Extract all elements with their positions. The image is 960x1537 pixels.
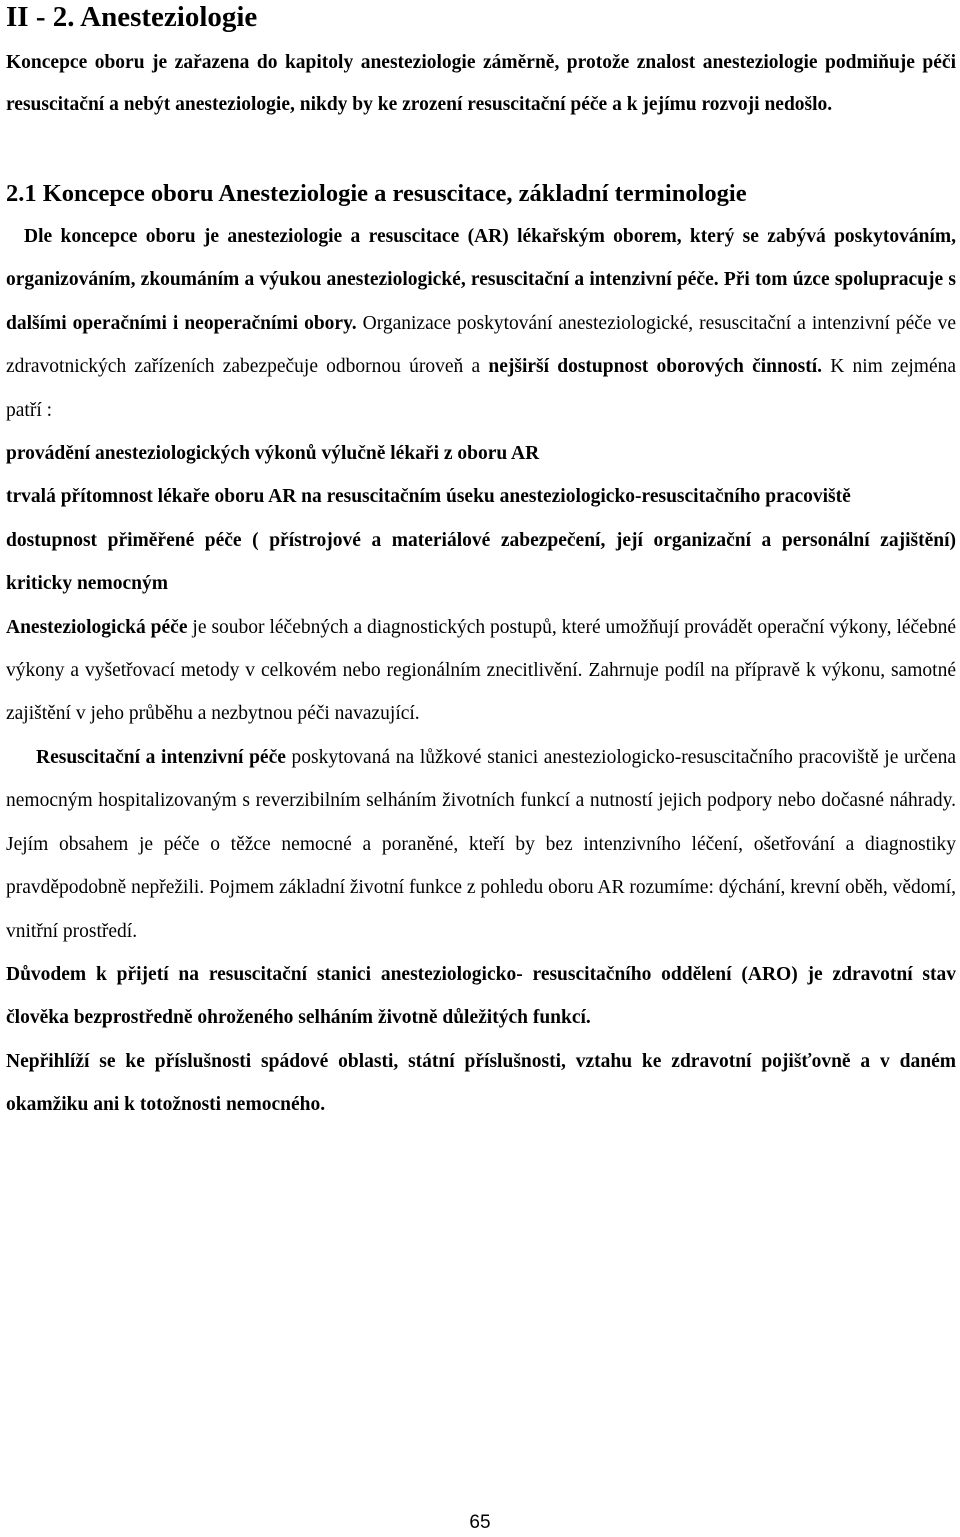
section-title: 2.1 Koncepce oboru Anesteziologie a resuscitace, základní terminologie bbox=[6, 180, 747, 207]
resuscitation-care-text: poskytovaná na lůžkové stanici anesteziologicko-resuscitačního pracoviště je určena nemocným hospitalizovaným s reverzibilním selháním životních funkcí a nutností jejich podpory nebo dočasné náhrady. Jejím obsahem je péče o těžce nemocné a poraněné, kteří by bez intenzivního léčení, ošetřování a diagnostiky pravděpodobně nepřežili. Pojmem základní životní funkce z pohledu oboru AR rozumíme: dýchání, krevní oběh, vědomí, vnitřní prostředí. bbox=[6, 746, 956, 942]
document-page bbox=[6, 0, 956, 1127]
concept-definition: Dle koncepce oboru je anesteziologie a resuscitace (AR) lékařským oborem, který se zabývá poskytováním, organizováním, zkoumáním a výukou anesteziologické, resuscitační a intenzivní péče. Při tom úzce spolupracuje s dalšími operačními i neoperačními obory. bbox=[6, 226, 956, 334]
admission-criteria-paragraph: Nepřihlíží se ke příslušnosti spádové oblasti, státní příslušnosti, vztahu ke zdravotní pojišťovně a v daném okamžiku ani k totožnosti nemocného. bbox=[6, 1050, 956, 1116]
concept-availability: nejširší dostupnost oborových činností. bbox=[488, 356, 822, 378]
list-item: trvalá přítomnost lékaře oboru AR na resuscitačním úseku anesteziologicko-resuscitačního pracoviště bbox=[6, 486, 851, 508]
concept-organization-text: Organizace poskytování anesteziologické, resuscitační a intenzivní péče ve zdravotnických zařízeních zabezpečuje odbornou úroveň a bbox=[6, 312, 956, 378]
chapter-title: II - 2. Anesteziologie bbox=[6, 1, 258, 33]
concept-paragraph bbox=[6, 215, 956, 432]
anesthesia-care-term: Anesteziologická péče bbox=[6, 616, 188, 638]
anesthesia-care-text: je soubor léčebných a diagnostických postupů, které umožňují provádět operační výkony, léčebné výkony a vyšetřovací metody v celkovém nebo regionálním znecitlivění. Zahrnuje podíl na přípravě k výkonu, samotné zajištění v jeho průběhu a nezbytnou péči navazující. bbox=[6, 616, 956, 725]
intro-paragraph: Koncepce oboru je zařazena do kapitoly anesteziologie záměrně, protože znalost anesteziologie podmiňuje péči resuscitační a nebýt anesteziologie, nikdy by ke zrození resuscitační péče a k jejímu rozvoji nedošlo. bbox=[6, 52, 956, 115]
list-item: provádění anesteziologických výkonů výlučně lékaři z oboru AR bbox=[6, 443, 540, 465]
resuscitation-care-term: Resuscitační a intenzivní péče bbox=[36, 746, 286, 768]
aro-admission-paragraph: Důvodem k přijetí na resuscitační stanici anesteziologicko- resuscitačního oddělení (ARO) je zdravotní stav člověka bezprostředně ohroženého selháním životně důležitých funkcí. bbox=[6, 963, 956, 1029]
anesthesia-care-paragraph bbox=[6, 606, 956, 736]
section-body bbox=[6, 215, 956, 1127]
page-number: 65 bbox=[469, 1512, 491, 1533]
concept-list-intro: K nim zejména patří : bbox=[6, 356, 957, 421]
resuscitation-care-paragraph bbox=[6, 736, 956, 953]
list-item: dostupnost přiměřené péče ( přístrojové a materiálové zabezpečení, její organizační a personální zajištění) kriticky nemocným bbox=[6, 529, 956, 595]
